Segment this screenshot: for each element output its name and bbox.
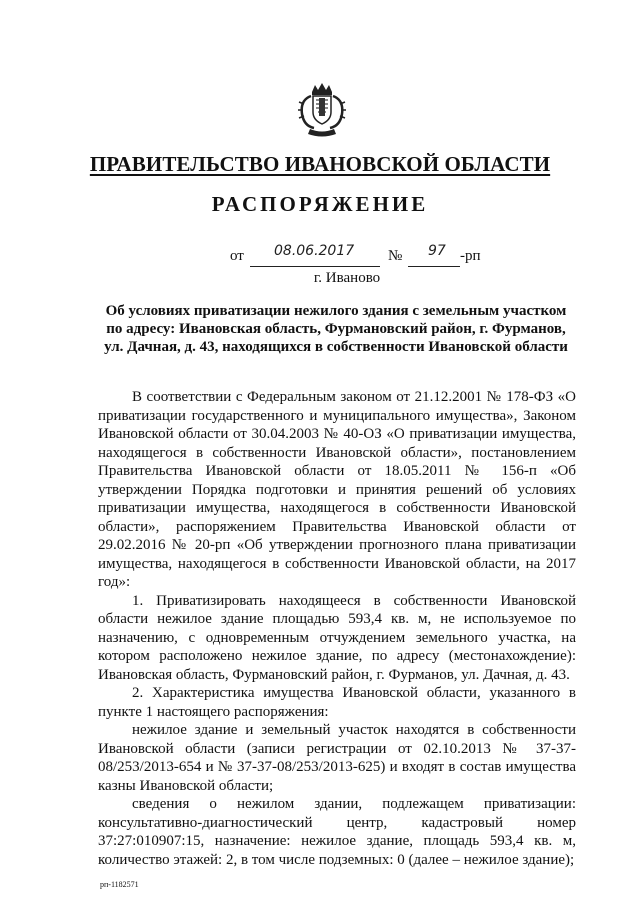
handwritten-date: 08.06.2017 <box>274 243 355 259</box>
date-underline <box>250 266 380 267</box>
government-title: ПРАВИТЕЛЬСТВО ИВАНОВСКОЙ ОБЛАСТИ <box>89 152 551 176</box>
clause-2-paragraph: 2. Характеристика имущества Ивановской области, указанного в пункте 1 настоящего распоряжения: <box>98 685 576 720</box>
clause-1-paragraph: 1. Приватизировать находящееся в собственности Ивановской области нежилое здание площадью 593,4 кв. м, не используемое по назначению, с одновременным отчуждением земельного участка, на котором расположено нежилое здание, по адресу (местонахождение): Ивановская область, Фурмановский район, г. Фурманов, ул. Дачная, д. 43. <box>98 592 576 683</box>
date-label: от <box>230 248 244 264</box>
document-code: рп-1182571 <box>100 880 139 889</box>
ownership-paragraph: нежилое здание и земельный участок находятся в собственности Ивановской области (записи регистрации от 02.10.2013 № 37-37-08/253/2013-654 и № 37-37-08/253/2013-625) и входят в состав имущества казны Ивановской области; <box>98 722 576 794</box>
building-details-paragraph: сведения о нежилом здании, подлежащем приватизации: консультативно-диагностический центр, кадастровый номер 37:27:010907:15, назначение: нежилое здание, площадь 593,4 кв. м, количество этажей: 2, в том числе подземных: 0 (далее – нежилое здание); <box>98 796 576 868</box>
document-type-heading: РАСПОРЯЖЕНИЕ <box>211 192 429 216</box>
city-name: г. Иваново <box>313 270 381 286</box>
number-suffix: -рп <box>460 248 481 264</box>
number-underline <box>408 266 460 267</box>
document-subject: Об условиях приватизации нежилого здания с земельным участком по адресу: Ивановская область, Фурмановский район, г. Фурманов, ул. Дачная, д. 43, находящихся в собственности Ивановской области <box>104 303 568 355</box>
number-label: № <box>388 248 403 264</box>
handwritten-number: 97 <box>428 243 446 259</box>
document-body <box>98 388 576 869</box>
preamble-paragraph: В соответствии с Федеральным законом от 21.12.2001 № 178-ФЗ «О приватизации государственного и муниципального имущества», Законом Ивановской области от 30.04.2003 № 40-ОЗ «О приватизации имущества, находящегося в собственности Ивановской области», постановлением Правительства Ивановской области от 18.05.2011 № 156-п «Об утверждении Порядка подготовки и принятия решений об условиях приватизации имущества, находящегося в собственности Ивановской области», распоряжением Правительства Ивановской области от 29.02.2016 № 20-рп «Об утверждении прогнозного плана приватизации имущества, находящегося в собственности Ивановской области, на 2017 год»: <box>98 389 576 590</box>
ivanovo-coat-of-arms-icon <box>296 82 348 140</box>
